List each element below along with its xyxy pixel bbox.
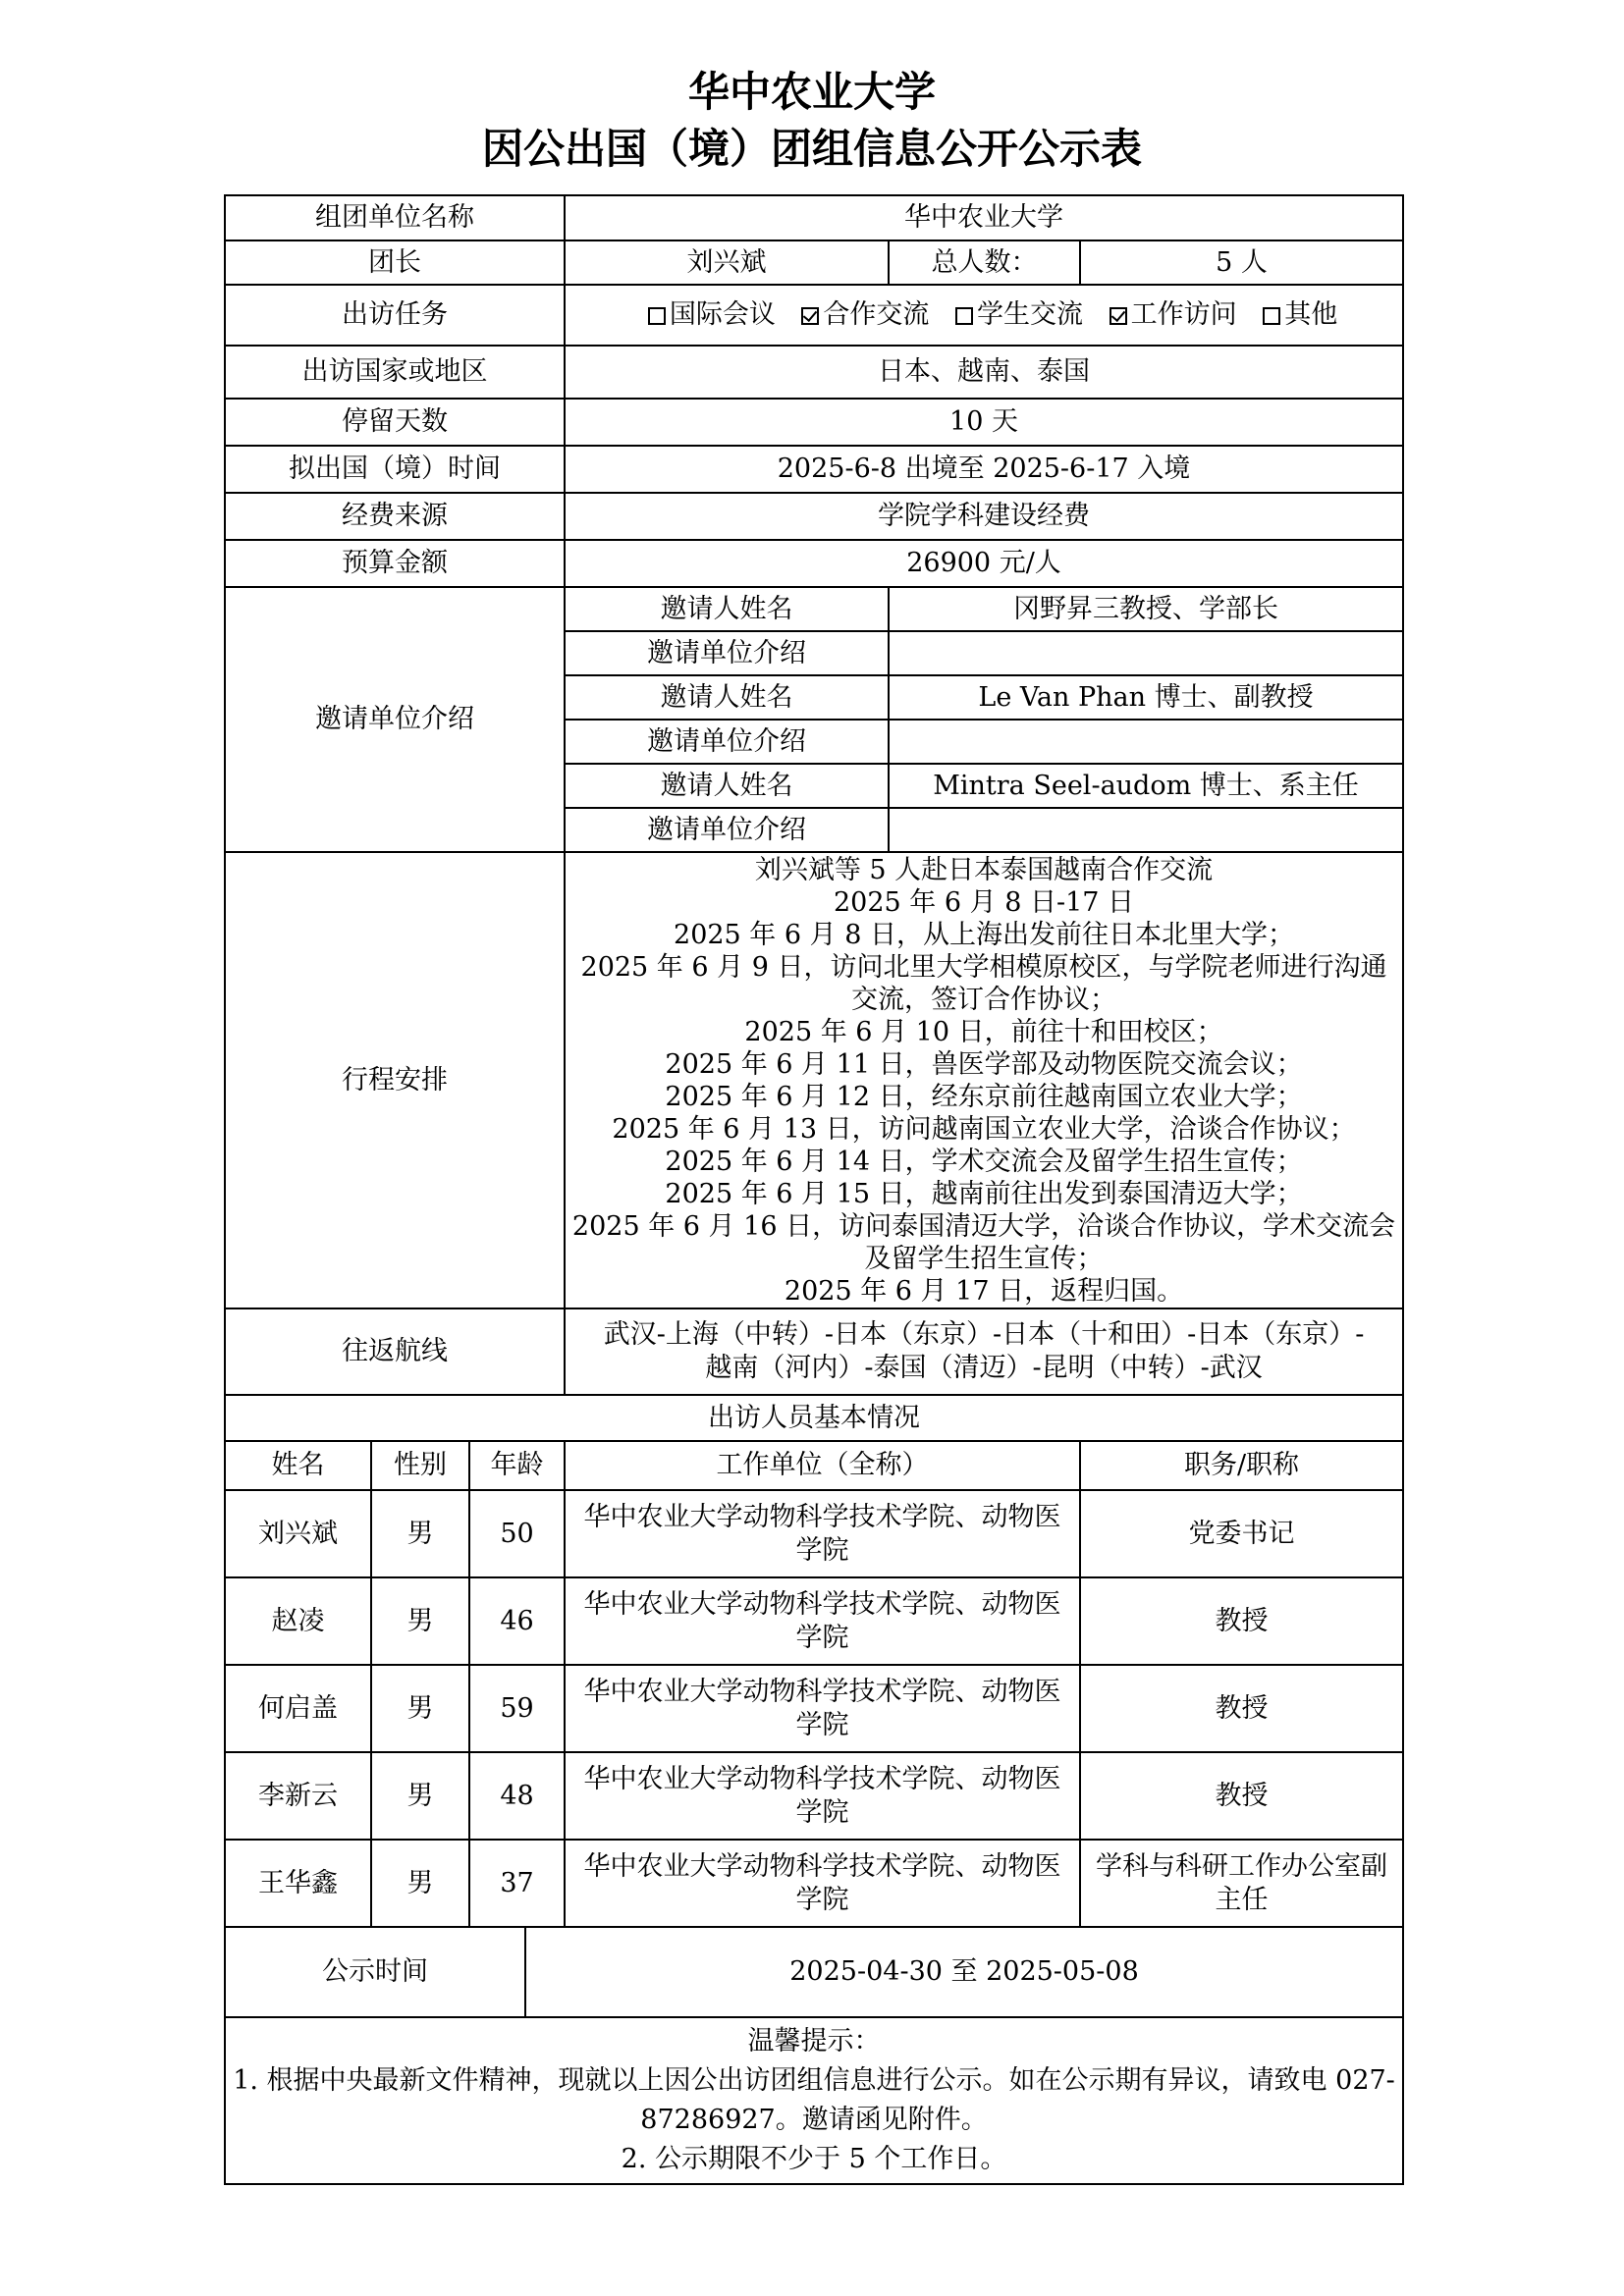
schedule-line: 2025 年 6 月 12 日，经东京前往越南国立农业大学； — [665, 1081, 1303, 1112]
member-row — [225, 1490, 1403, 1577]
schedule-line: 2025 年 6 月 11 日，兽医学部及动物医院交流会议； — [665, 1048, 1303, 1080]
member-row — [225, 1665, 1403, 1752]
member-title: 党委书记 — [1080, 1490, 1403, 1577]
inviter-value: Mintra Seel-audom 博士、系主任 — [889, 764, 1403, 808]
budget-label: 预算金额 — [225, 540, 565, 587]
checkbox-icon — [1263, 307, 1280, 325]
inviter-key: 邀请人姓名 — [565, 764, 889, 808]
schedule-line: 2025 年 6 月 13 日，访问越南国立农业大学，洽谈合作协议； — [612, 1113, 1356, 1145]
schedule-line: 2025 年 6 月 16 日，访问泰国清迈大学，洽谈合作协议，学术交流会及留学生招生宣传； — [571, 1210, 1396, 1274]
schedule-date-range: 2025 年 6 月 8 日-17 日 — [833, 886, 1135, 918]
task-option-label: 国际会议 — [669, 299, 776, 330]
task-options — [565, 285, 1403, 346]
task-option-student[interactable] — [938, 299, 1083, 330]
member-name: 王华鑫 — [225, 1840, 371, 1927]
schedule-line: 2025 年 6 月 15 日，越南前往出发到泰国清迈大学； — [665, 1178, 1303, 1209]
inviter-value: Le Van Phan 博士、副教授 — [889, 675, 1403, 720]
schedule-line: 2025 年 6 月 17 日，返程归国。 — [784, 1275, 1184, 1307]
member-unit: 华中农业大学动物科学技术学院、动物医学院 — [565, 1752, 1080, 1840]
member-age: 48 — [469, 1752, 565, 1840]
inviter-key: 邀请单位介绍 — [565, 808, 889, 852]
dates-value: 2025-6-8 出境至 2025-6-17 入境 — [565, 446, 1403, 493]
checkbox-icon — [955, 307, 973, 325]
count-value: 5 人 — [1080, 240, 1403, 285]
inviter-key: 邀请人姓名 — [565, 587, 889, 631]
checkbox-icon — [648, 307, 666, 325]
member-name: 李新云 — [225, 1752, 371, 1840]
member-title: 教授 — [1080, 1665, 1403, 1752]
inviter-value — [889, 808, 1403, 852]
inviter-key: 邀请人姓名 — [565, 675, 889, 720]
route-label: 往返航线 — [225, 1308, 565, 1395]
header-title: 职务/职称 — [1080, 1441, 1403, 1490]
schedule-content — [565, 852, 1403, 1308]
schedule-line: 2025 年 6 月 10 日，前往十和田校区； — [744, 1016, 1223, 1047]
task-option-label: 工作访问 — [1130, 299, 1237, 330]
countries-value: 日本、越南、泰国 — [565, 346, 1403, 399]
member-gender: 男 — [371, 1577, 469, 1665]
member-unit: 华中农业大学动物科学技术学院、动物医学院 — [565, 1665, 1080, 1752]
notice-value: 2025-04-30 至 2025-05-08 — [525, 1927, 1403, 2017]
member-age: 59 — [469, 1665, 565, 1752]
schedule-label: 行程安排 — [225, 852, 565, 1308]
header-unit: 工作单位（全称） — [565, 1441, 1080, 1490]
document-title: 华中农业大学 — [687, 68, 936, 116]
notice-label: 公示时间 — [225, 1927, 525, 2017]
schedule-heading: 刘兴斌等 5 人赴日本泰国越南合作交流 — [754, 854, 1214, 885]
tips-box — [225, 2017, 1403, 2184]
route-line: 越南（河内）-泰国（清迈）-昆明（中转）-武汉 — [705, 1353, 1263, 1383]
task-option-other[interactable] — [1245, 299, 1337, 330]
tips-item: 1. 根据中央最新文件精神，现就以上因公出访团组信息进行公示。如在公示期有异议，请致电 027-87286927。邀请函见附件。 — [233, 2065, 1395, 2135]
member-unit: 华中农业大学动物科学技术学院、动物医学院 — [565, 1490, 1080, 1577]
task-option-cooperation[interactable] — [784, 299, 929, 330]
funding-value: 学院学科建设经费 — [565, 493, 1403, 540]
member-unit: 华中农业大学动物科学技术学院、动物医学院 — [565, 1577, 1080, 1665]
member-age: 46 — [469, 1577, 565, 1665]
count-label: 总人数： — [889, 240, 1080, 285]
days-label: 停留天数 — [225, 399, 565, 446]
member-row — [225, 1752, 1403, 1840]
member-gender: 男 — [371, 1665, 469, 1752]
dates-label: 拟出国（境）时间 — [225, 446, 565, 493]
inviter-key: 邀请单位介绍 — [565, 631, 889, 675]
member-row — [225, 1840, 1403, 1927]
countries-label: 出访国家或地区 — [225, 346, 565, 399]
header-age: 年龄 — [469, 1441, 565, 1490]
budget-value: 26900 元/人 — [565, 540, 1403, 587]
inviter-key: 邀请单位介绍 — [565, 720, 889, 764]
tips-heading: 温馨提示： — [747, 2026, 881, 2056]
route-line: 武汉-上海（中转）-日本（东京）-日本（十和田）-日本（东京）- — [603, 1319, 1365, 1350]
org-value: 华中农业大学 — [565, 195, 1403, 240]
checkbox-checked-icon — [801, 307, 819, 325]
task-option-meeting[interactable] — [630, 299, 776, 330]
members-section-title: 出访人员基本情况 — [225, 1395, 1403, 1441]
funding-label: 经费来源 — [225, 493, 565, 540]
document-subtitle: 因公出国（境）团组信息公开公示表 — [481, 125, 1142, 173]
member-name: 何启盖 — [225, 1665, 371, 1752]
inviter-value: 冈野昇三教授、学部长 — [889, 587, 1403, 631]
member-age: 37 — [469, 1840, 565, 1927]
schedule-line: 2025 年 6 月 8 日，从上海出发前往日本北里大学； — [674, 919, 1294, 950]
inviter-value — [889, 720, 1403, 764]
task-option-label: 其他 — [1284, 299, 1338, 330]
task-label: 出访任务 — [225, 285, 565, 346]
member-name: 赵凌 — [225, 1577, 371, 1665]
days-value: 10 天 — [565, 399, 1403, 446]
header-name: 姓名 — [225, 1441, 371, 1490]
schedule-line: 2025 年 6 月 14 日，学术交流会及留学生招生宣传； — [665, 1146, 1303, 1177]
leader-value: 刘兴斌 — [565, 240, 889, 285]
info-table — [224, 194, 1404, 2185]
member-unit: 华中农业大学动物科学技术学院、动物医学院 — [565, 1840, 1080, 1927]
route-value — [565, 1308, 1403, 1395]
task-option-work-visit[interactable] — [1092, 299, 1237, 330]
member-gender: 男 — [371, 1490, 469, 1577]
inviter-value — [889, 631, 1403, 675]
checkbox-checked-icon — [1110, 307, 1127, 325]
inviters-label: 邀请单位介绍 — [225, 587, 565, 852]
org-label: 组团单位名称 — [225, 195, 565, 240]
task-option-label: 学生交流 — [977, 299, 1084, 330]
header-gender: 性别 — [371, 1441, 469, 1490]
member-gender: 男 — [371, 1840, 469, 1927]
member-title: 学科与科研工作办公室副主任 — [1080, 1840, 1403, 1927]
schedule-line: 2025 年 6 月 9 日，访问北里大学相模原校区，与学院老师进行沟通交流，签订合作协议； — [580, 951, 1387, 1015]
member-age: 50 — [469, 1490, 565, 1577]
member-gender: 男 — [371, 1752, 469, 1840]
leader-label: 团长 — [225, 240, 565, 285]
tips-item: 2. 公示期限不少于 5 个工作日。 — [621, 2144, 1007, 2174]
member-row — [225, 1577, 1403, 1665]
task-option-label: 合作交流 — [823, 299, 930, 330]
member-title: 教授 — [1080, 1577, 1403, 1665]
member-title: 教授 — [1080, 1752, 1403, 1840]
member-name: 刘兴斌 — [225, 1490, 371, 1577]
